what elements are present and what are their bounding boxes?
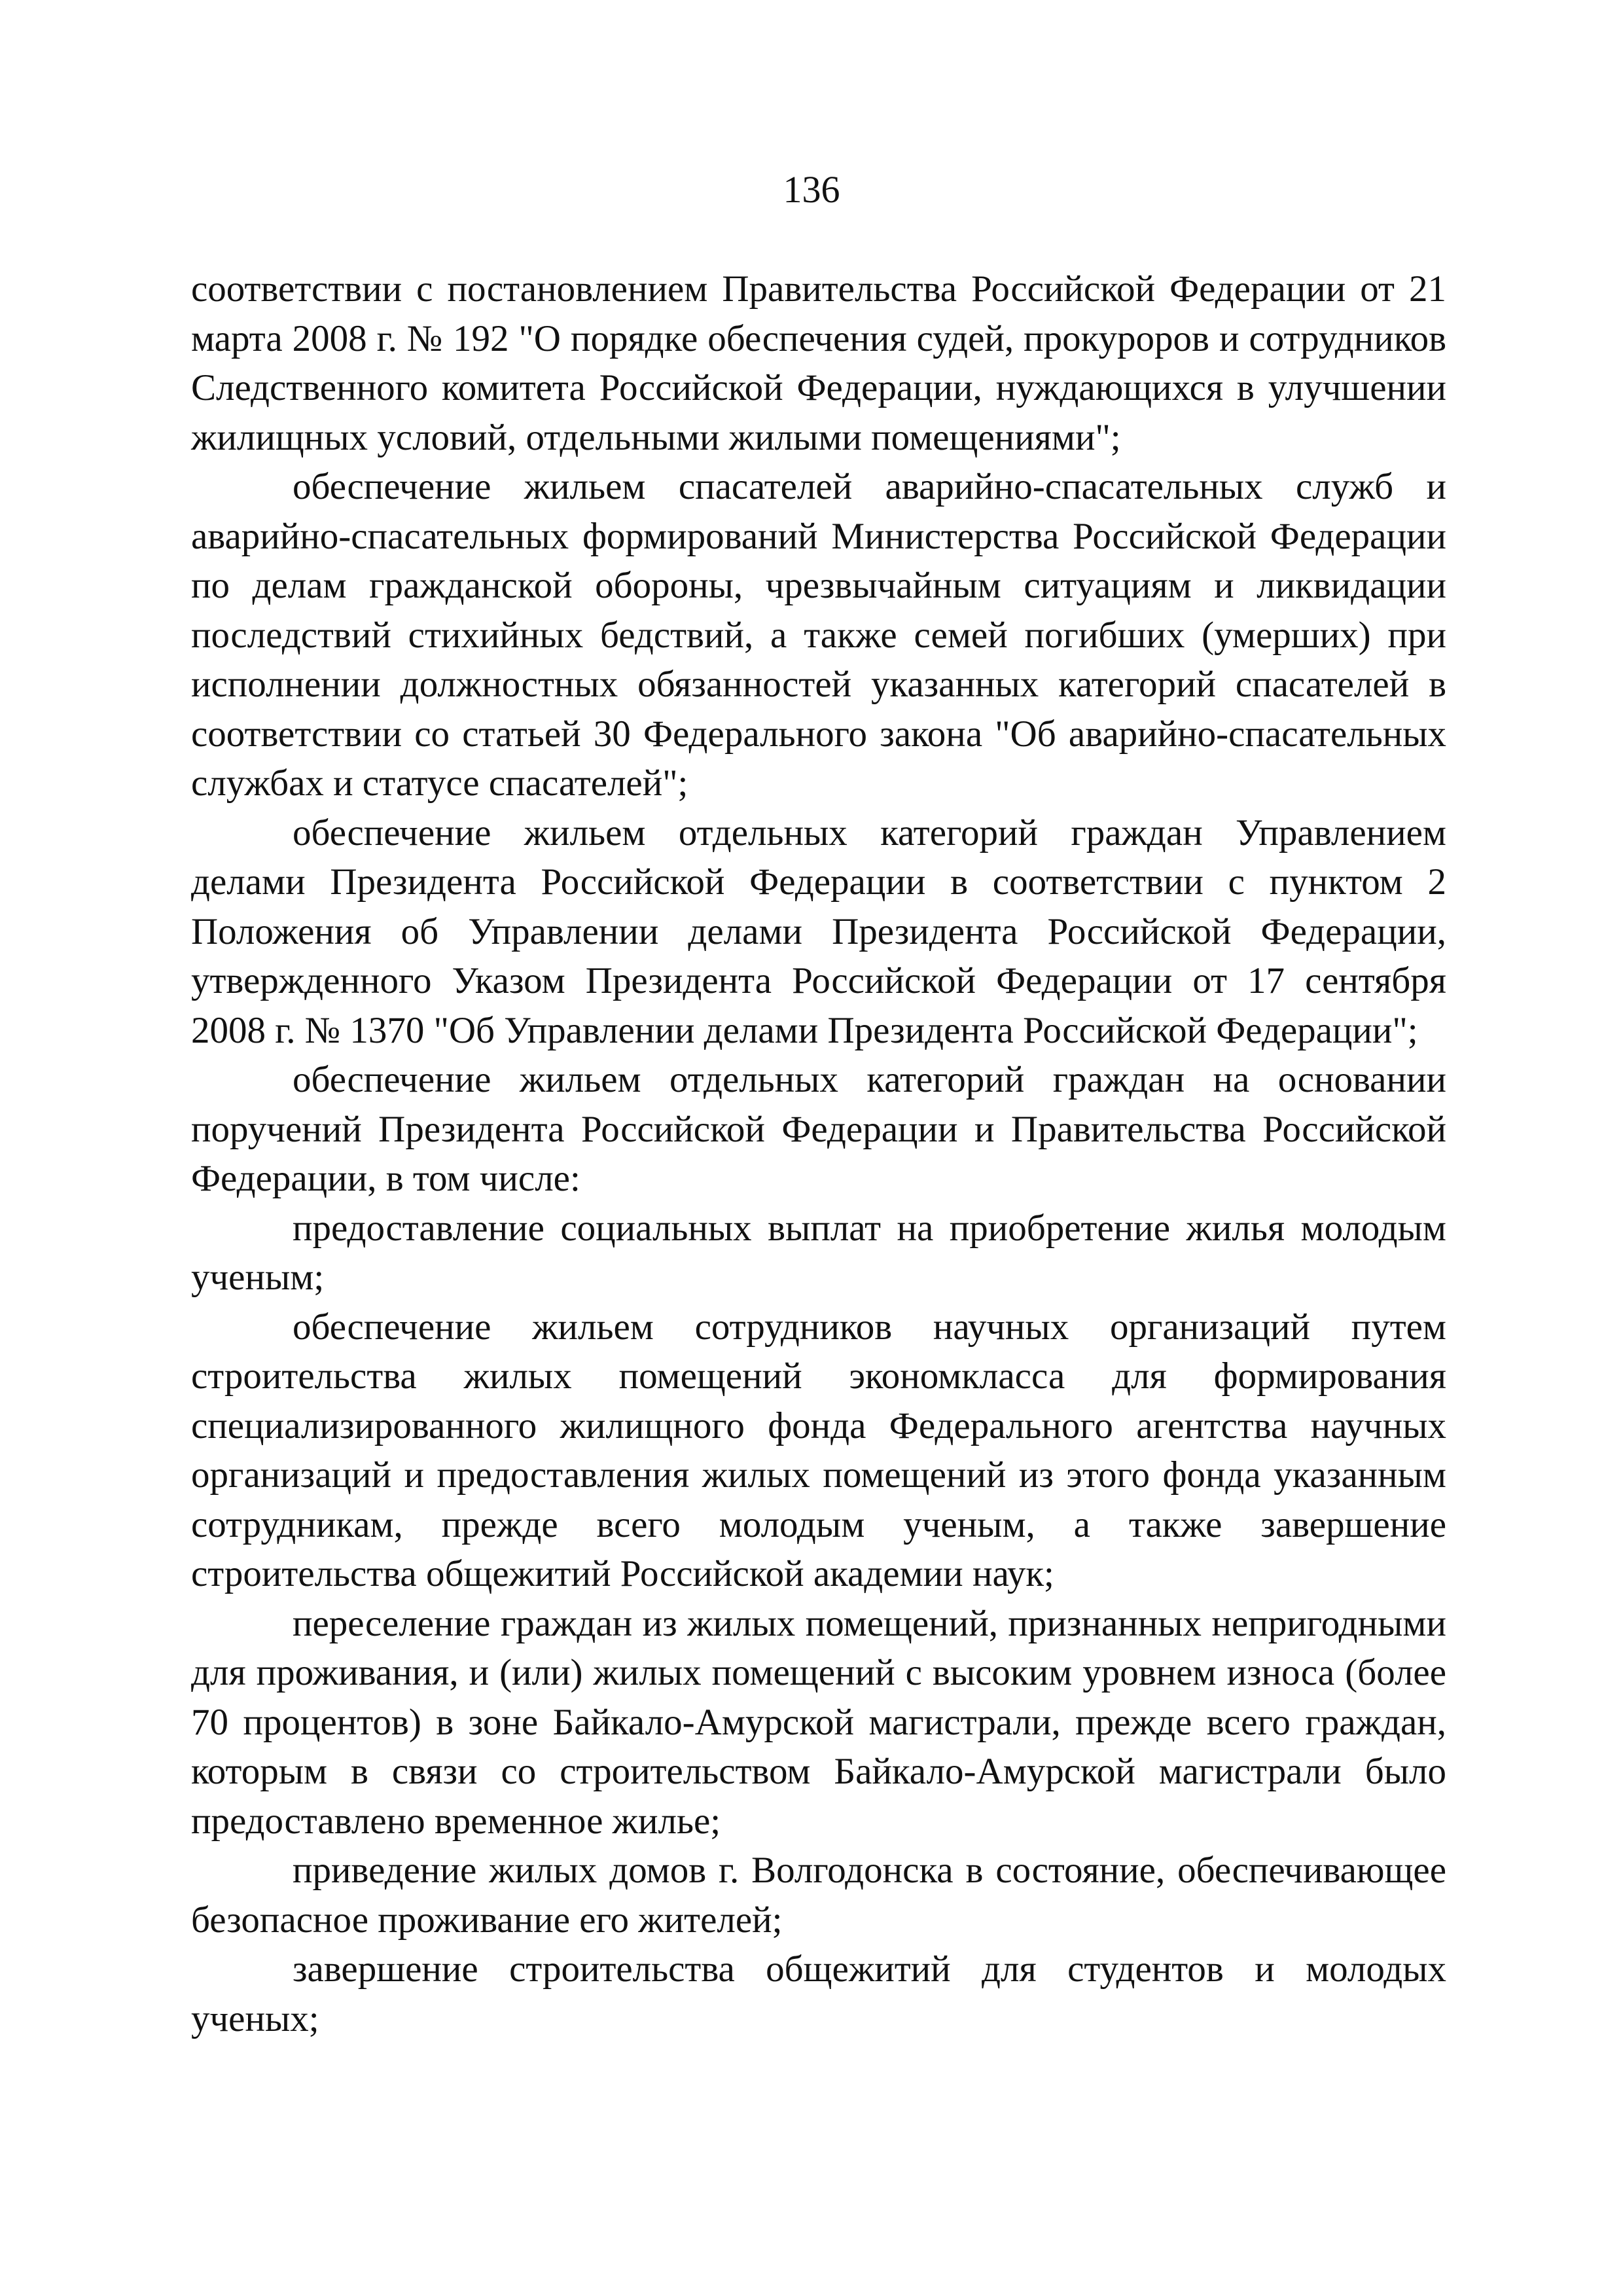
paragraph-continuation: соответствии с постановлением Правительства Российской Федерации от 21 марта 2008 г. № 192 "О порядке обеспечения судей, прокуроров и сотрудников Следственного комитета Российской Федерации, нуждающихся в улучшении жилищных условий, отдельными жилыми помещениями"; [191,268,1446,458]
paragraph-dormitories: завершение строительства общежитий для студентов и молодых ученых; [191,1948,1446,2039]
paragraph-young-scientists-payments: предоставление социальных выплат на приобретение жилья молодым ученым; [191,1207,1446,1298]
paragraph-presidential-affairs: обеспечение жильем отдельных категорий граждан Управлением делами Президента Российской Федерации в соответствии с пунктом 2 Положения об Управлении делами Президента Российской Федерации, утвержденного Указом Президента Российской Федерации от 17 сентября 2008 г. № 1370 "Об Управлении делами Президента Российской Федерации"; [191,812,1446,1051]
document-body [191,264,1446,2043]
paragraph-research-staff-housing: обеспечение жильем сотрудников научных организаций путем строительства жилых помещений экономкласса для формирования специализированного жилищного фонда Федерального агентства научных организаций и предоставления жилых помещений из этого фонда указанным сотрудникам, прежде всего молодым ученым, а также завершение строительства общежитий Российской академии наук; [191,1306,1446,1594]
paragraph-volgodonsk: приведение жилых домов г. Волгодонска в состояние, обеспечивающее безопасное проживание его жителей; [191,1850,1446,1941]
paragraph-rescuers-housing: обеспечение жильем спасателей аварийно-спасательных служб и аварийно-спасательных формирований Министерства Российской Федерации по делам гражданской обороны, чрезвычайным ситуациям и ликвидации последствий стихийных бедствий, а также семей погибших (умерших) при исполнении должностных обязанностей указанных категорий спасателей в соответствии со статьей 30 Федерального закона "Об аварийно-спасательных службах и статусе спасателей"; [191,466,1446,804]
paragraph-instructions: обеспечение жильем отдельных категорий граждан на основании поручений Президента Российской Федерации и Правительства Российской Федерации, в том числе: [191,1059,1446,1199]
paragraph-bam-resettlement: переселение граждан из жилых помещений, признанных непригодными для проживания, и (или) жилых помещений с высоким уровнем износа (более 70 процентов) в зоне Байкало-Амурской магистрали, прежде всего граждан, которым в связи со строительством Байкало-Амурской магистрали было предоставлено временное жилье; [191,1602,1446,1842]
page-number: 136 [783,168,840,211]
